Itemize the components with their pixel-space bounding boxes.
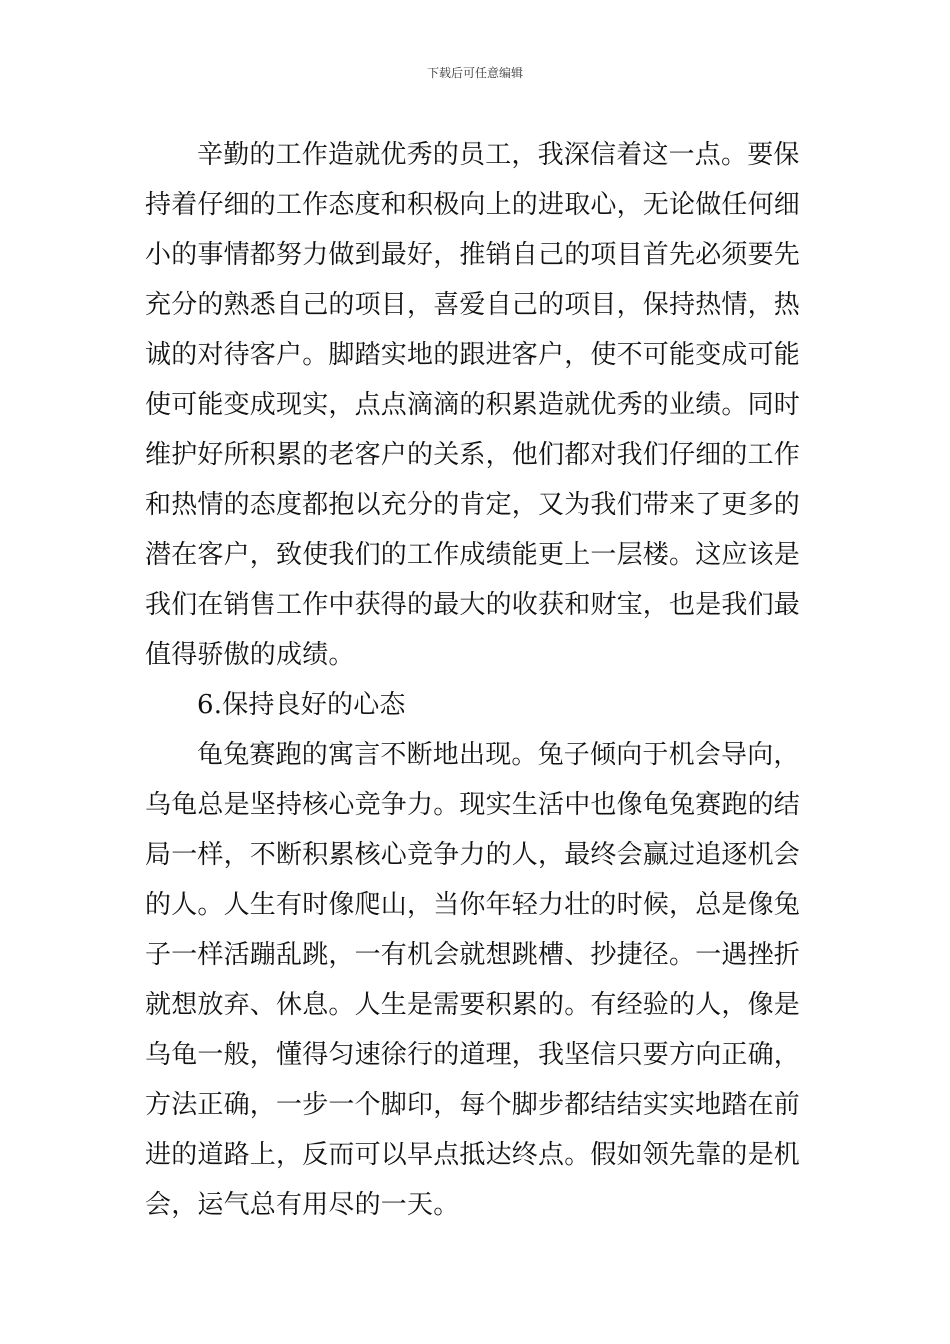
text-line: 潜在客户，致使我们的工作成绩能更上一层楼。这应该是 bbox=[145, 540, 801, 570]
text-line: 乌龟总是坚持核心竞争力。现实生活中也像龟兔赛跑的结 bbox=[145, 790, 801, 820]
section-heading: 6.保持良好的心态 bbox=[197, 690, 406, 720]
text-line: 乌龟一般，懂得匀速徐行的道理，我坚信只要方向正确， bbox=[145, 1040, 801, 1070]
text-line: 值得骄傲的成绩。 bbox=[145, 640, 355, 670]
text-line: 使可能变成现实，点点滴滴的积累造就优秀的业绩。同时 bbox=[145, 390, 801, 420]
text-line: 子一样活蹦乱跳，一有机会就想跳槽、抄捷径。一遇挫折 bbox=[145, 940, 801, 970]
text-line: 诚的对待客户。脚踏实地的跟进客户，使不可能变成可能 bbox=[145, 340, 801, 370]
text-line: 充分的熟悉自己的项目，喜爱自己的项目，保持热情，热 bbox=[145, 290, 801, 320]
text-line: 就想放弃、休息。人生是需要积累的。有经验的人，像是 bbox=[145, 990, 801, 1020]
text-line: 方法正确，一步一个脚印，每个脚步都结结实实地踏在前 bbox=[145, 1090, 801, 1120]
text-line: 持着仔细的工作态度和积极向上的进取心，无论做任何细 bbox=[145, 190, 801, 220]
text-line: 会，运气总有用尽的一天。 bbox=[145, 1190, 460, 1220]
text-line: 和热情的态度都抱以充分的肯定，又为我们带来了更多的 bbox=[145, 490, 801, 520]
text-line: 我们在销售工作中获得的最大的收获和财宝，也是我们最 bbox=[145, 590, 801, 620]
text-line: 龟兔赛跑的寓言不断地出现。兔子倾向于机会导向， bbox=[197, 740, 800, 770]
text-line: 的人。人生有时像爬山，当你年轻力壮的时候，总是像兔 bbox=[145, 890, 801, 920]
document-body bbox=[145, 130, 807, 1230]
text-line: 进的道路上，反而可以早点抵达终点。假如领先靠的是机 bbox=[145, 1140, 801, 1170]
text-line: 小的事情都努力做到最好，推销自己的项目首先必须要先 bbox=[145, 240, 801, 270]
text-line: 辛勤的工作造就优秀的员工，我深信着这一点。要保 bbox=[197, 140, 800, 170]
text-line: 维护好所积累的老客户的关系，他们都对我们仔细的工作 bbox=[145, 440, 801, 470]
text-line: 局一样，不断积累核心竞争力的人，最终会赢过追逐机会 bbox=[145, 840, 801, 870]
page-header: 下载后可任意编辑 bbox=[426, 66, 523, 80]
